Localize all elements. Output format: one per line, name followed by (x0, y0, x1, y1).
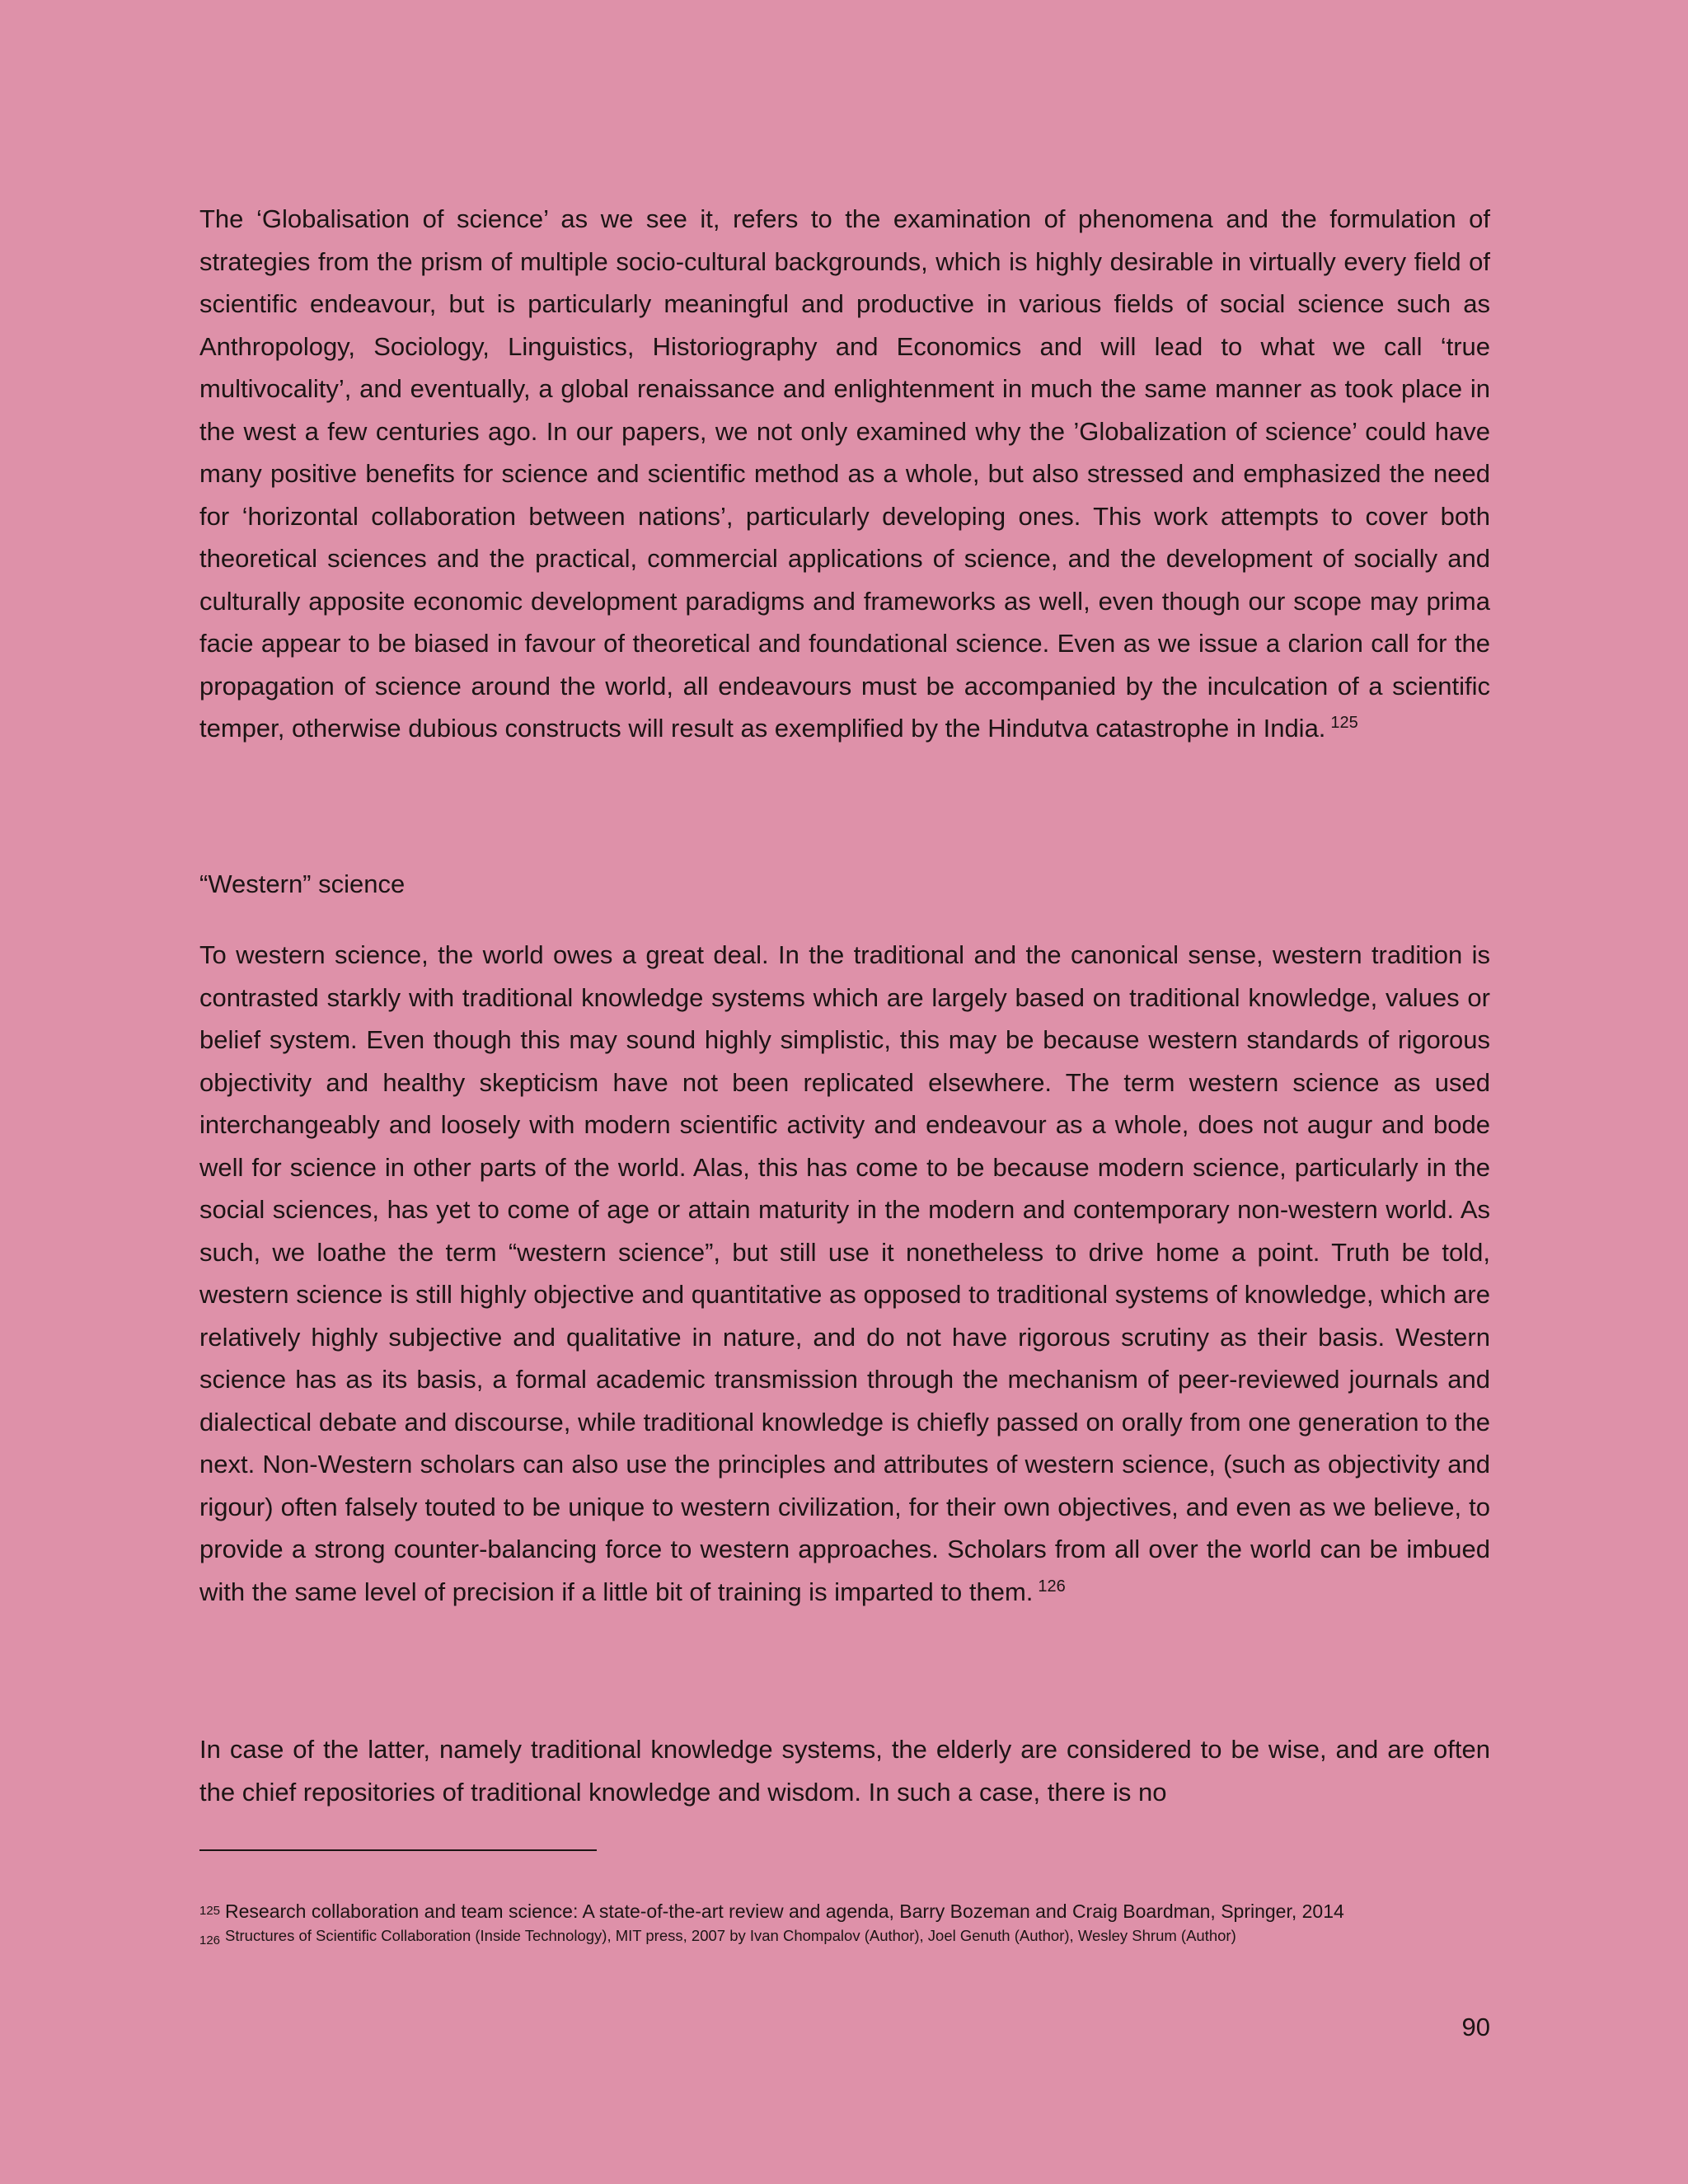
section-heading: “Western” science (199, 869, 406, 898)
footnote-separator (199, 1849, 597, 1851)
footnote-mark: 126 (199, 1933, 221, 1947)
paragraph-western-science (199, 934, 1490, 1613)
footnote-text: Structures of Scientific Collaboration (Inside Technology), MIT press, 2007 by Ivan Chompalov (Author), Joel Genuth (Author), Wesley Shrum (Author) (225, 1927, 1236, 1944)
footnote-125 (199, 1897, 1490, 1925)
footnote-reference-125[interactable]: 125 (1330, 714, 1358, 732)
page-number: 90 (1461, 2013, 1490, 2041)
paragraph-text: To western science, the world owes a great deal. In the traditional and the canonical sense, western tradition is contrasted starkly with traditional knowledge systems which are largely based on traditional knowledge, values or belief system. Even though this may sound highly simplistic, this may be because western standards of rigorous objectivity and healthy skepticism have not been replicated elsewhere. The term western science as used interchangeably and loosely with modern scientific activity and endeavour as a whole, does not augur and bode well for science in other parts of the world. Alas, this has come to be because modern science, particularly in the social sciences, has yet to come of age or attain maturity in the modern and contemporary non-western world. As such, we loathe the term “western science”, but still use it nonetheless to drive home a point. Truth be told, western science is still highly objective and quantitative as opposed to traditional systems of knowledge, which are relatively highly subjective and qualitative in nature, and do not have rigorous scrutiny as their basis. Western science has as its basis, a formal academic transmission through the mechanism of peer-reviewed journals and dialectical debate and discourse, while traditional knowledge is chiefly passed on orally from one generation to the next. Non-Western scholars can also use the principles and attributes of western science, (such as objectivity and rigour) often falsely touted to be unique to western civilization, for their own objectives, and even as we believe, to provide a strong counter-balancing force to western approaches. Scholars from all over the world can be imbued with the same level of precision if a little bit of training is imparted to them. (199, 940, 1490, 1606)
paragraph-traditional-knowledge: In case of the latter, namely traditional knowledge systems, the elderly are considered to be wise, and are often the chief repositories of traditional knowledge and wisdom. In such a case, there is no (199, 1735, 1490, 1807)
footnotes (199, 1897, 1490, 1948)
footnote-reference-126[interactable]: 126 (1038, 1577, 1066, 1596)
footnote-126 (199, 1925, 1490, 1948)
footnote-text: Research collaboration and team science: A state-of-the-art review and agenda, Barry Bozeman and Craig Boardman, Springer, 2014 (225, 1900, 1344, 1922)
footnote-mark: 125 (199, 1904, 221, 1918)
paragraph-text: The ‘Globalisation of science’ as we see it, refers to the examination of phenomena and the formulation of strategies from the prism of multiple socio-cultural backgrounds, which is highly desirable in virtually every field of scientific endeavour, but is particularly meaningful and productive in various fields of social science such as Anthropology, Sociology, Linguistics, Historiography and Economics and will lead to what we call ‘true multivocality’, and eventually, a global renaissance and enlightenment in much the same manner as took place in the west a few centuries ago. In our papers, we not only examined why the ’Globalization of science’ could have many positive benefits for science and scientific method as a whole, but also stressed and emphasized the need for ‘horizontal collaboration between nations’, particularly developing ones. This work attempts to cover both theoretical sciences and the practical, commercial applications of science, and the development of socially and culturally apposite economic development paradigms and frameworks as well, even though our scope may prima facie appear to be biased in favour of theoretical and foundational science. Even as we issue a clarion call for the propagation of science around the world, all endeavours must be accompanied by the inculcation of a scientific temper, otherwise dubious constructs will result as exemplified by the Hindutva catastrophe in India. (199, 204, 1490, 743)
paragraph-globalisation (199, 198, 1490, 750)
